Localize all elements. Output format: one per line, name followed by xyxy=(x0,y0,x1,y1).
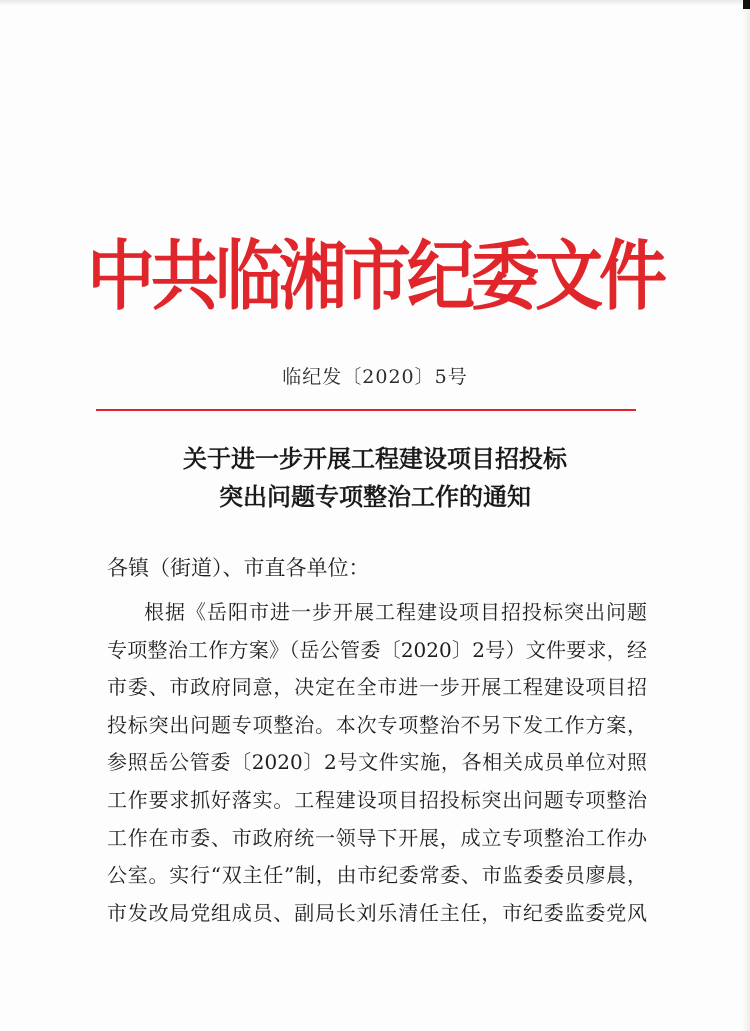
red-divider-line xyxy=(96,409,636,411)
body-line: 工作要求抓好落实。工程建设项目招投标突出问题专项整治 xyxy=(107,787,647,812)
notice-title xyxy=(0,440,750,516)
masthead-title: 中共临湘市纪委文件 xyxy=(86,233,663,322)
body-line: 根据《岳阳市进一步开展工程建设项目招投标突出问题 xyxy=(144,600,647,624)
body-line: 市发改局党组成员、副局长刘乐清任主任，市纪委监委党风 xyxy=(107,900,647,925)
salutation: 各镇（街道）、市直各单位： xyxy=(107,556,370,580)
body-text xyxy=(107,594,647,932)
body-line: 公室。实行“双主任”制，由市纪委常委、市监委委员廖晨， xyxy=(107,863,647,888)
body-line: 市委、市政府同意，决定在全市进一步开展工程建设项目招 xyxy=(107,675,647,700)
body-line: 工作在市委、市政府统一领导下开展，成立专项整治工作办 xyxy=(107,825,647,850)
body-line: 专项整治工作方案》（岳公管委〔2020〕2号）文件要求，经 xyxy=(107,637,647,662)
body-line: 投标突出问题专项整治。本次专项整治不另下发工作方案， xyxy=(107,712,647,737)
scan-corner-mark xyxy=(743,0,750,9)
body-line: 参照岳公管委〔2020〕2号文件实施，各相关成员单位对照 xyxy=(107,750,647,775)
notice-title-line-1: 关于进一步开展工程建设项目招投标 xyxy=(183,445,567,473)
document-number: 临纪发〔2020〕5号 xyxy=(282,366,468,388)
scan-edge-top xyxy=(0,0,750,6)
notice-title-line-2: 突出问题专项整治工作的通知 xyxy=(219,483,531,511)
